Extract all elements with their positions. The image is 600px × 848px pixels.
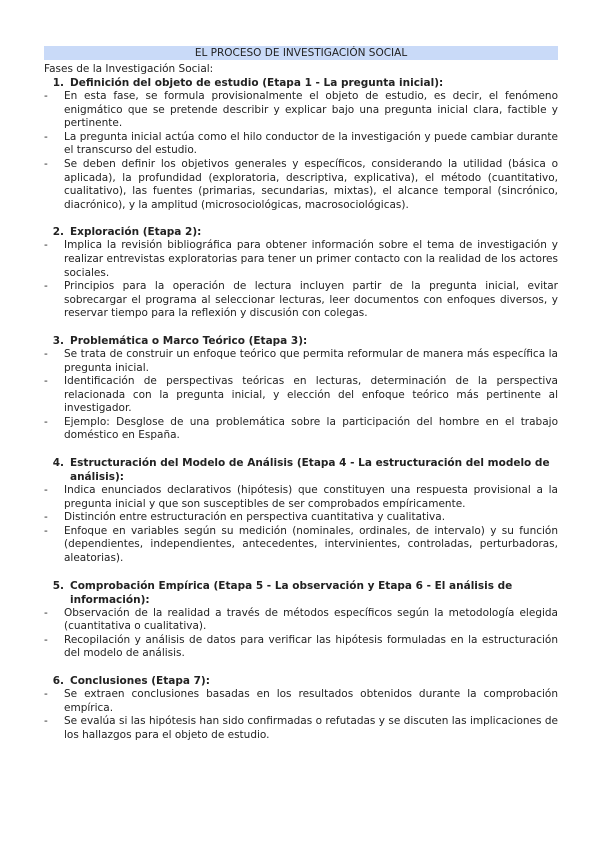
bullet-text: Recopilación y análisis de datos para verificar las hipótesis formuladas en la estructuración del modelo de análisis. [64,633,558,660]
bullet-dash: - [44,280,48,293]
section-heading-text: Estructuración del Modelo de Análisis (Etapa 4 - La estructuración del modelo de análisis): [70,457,550,484]
section-heading-text: Definición del objeto de estudio (Etapa 1 - La pregunta inicial): [70,77,444,89]
bullet-item [44,239,558,280]
bullet-item [44,375,558,416]
section-number: 1. [52,77,64,89]
bullet-dash: - [44,130,48,143]
section-number: 2. [52,226,64,239]
bullet-text: Ejemplo: Desglose de una problemática sobre la participación del hombre en el trabajo doméstico en España. [64,415,558,442]
bullet-text: Se deben definir los objetivos generales y específicos, considerando la utilidad (básica o aplicada), la profundidad (exploratoria, descriptiva, explicativa), el método (cuantitativo, cualitativo), las fuentes (primarias, secundarias, mixtas), el alcance temporal (sincrónico, diacrónico), y la amplitud (microsociológicas, macrosociológicas). [64,157,558,211]
section-heading [44,334,558,348]
section-heading-text: Exploración (Etapa 2): [70,226,202,239]
section-number: 6. [52,675,64,687]
bullet-text: Distinción entre estructuración en perspectiva cuantitativa y cualitativa. [64,511,446,524]
bullet-dash: - [44,633,48,646]
bullet-dash: - [44,157,48,170]
bullet-dash: - [44,715,48,728]
bullet-item [44,90,558,131]
document-title: EL PROCESO DE INVESTIGACIÓN SOCIAL [44,46,558,60]
bullet-dash: - [44,606,48,619]
section-5 [44,579,558,661]
bullet-list [44,484,558,566]
bullet-item [44,607,558,634]
section-2 [44,225,558,321]
bullet-text: Se evalúa si las hipótesis han sido confirmadas o refutadas y se discuten las implicaciones de los hallazgos para el objeto de estudio. [64,715,558,741]
sections-list [44,76,558,742]
section-1 [44,76,558,212]
bullet-item [44,715,558,742]
bullet-item [44,158,558,212]
section-heading [44,456,558,484]
bullet-list [44,348,558,443]
bullet-text: Se trata de construir un enfoque teórico que permita reformular de manera más específica la pregunta inicial. [64,347,558,374]
bullet-list [44,90,558,212]
bullet-item [44,348,558,375]
bullet-text: Principios para la operación de lectura incluyen partir de la pregunta inicial, evitar sobrecargar el programa al seleccionar lecturas, leer documentos con enfoques diversos, y reservar tiempo para la reflexión y discusión con colegas. [64,280,558,320]
bullet-dash: - [44,90,48,102]
bullet-text: Indica enunciados declarativos (hipótesis) que constituyen una respuesta provisional a la pregunta inicial y que son susceptibles de ser comprobados empíricamente. [64,484,558,510]
section-number: 3. [52,334,64,347]
section-heading [44,674,558,688]
section-number: 5. [52,579,64,592]
bullet-text: Enfoque en variables según su medición (nominales, ordinales, de intervalo) y su función (dependientes, independientes, antecedentes, intervinientes, controladas, perturbadoras, aleatorias). [64,524,558,565]
bullet-item [44,688,558,715]
section-4 [44,456,558,566]
bullet-item [44,280,558,321]
section-number: 4. [52,457,64,470]
bullet-dash: - [44,688,48,700]
bullet-dash: - [44,511,48,524]
bullet-item [44,525,558,566]
section-heading [44,579,558,607]
section-heading-text: Problemática o Marco Teórico (Etapa 3): [70,334,308,347]
bullet-text: Implica la revisión bibliográfica para obtener información sobre el tema de investigación y realizar entrevistas exploratorias para tener un primer contacto con la realidad de los actores sociales. [64,239,558,279]
bullet-dash: - [44,524,48,537]
section-heading-text: Conclusiones (Etapa 7): [70,675,210,687]
section-heading-text: Comprobación Empírica (Etapa 5 - La observación y Etapa 6 - El análisis de información): [70,579,513,606]
bullet-list [44,688,558,742]
bullet-item [44,416,558,443]
bullet-item [44,131,558,158]
section-heading [44,76,558,90]
section-3 [44,334,558,443]
bullet-dash: - [44,347,48,360]
bullet-dash: - [44,375,48,388]
bullet-text: La pregunta inicial actúa como el hilo conductor de la investigación y puede cambiar durante el transcurso del estudio. [64,130,558,157]
bullet-text: Observación de la realidad a través de métodos específicos según la metodología elegida (cuantitativa o cualitativa). [64,606,558,633]
bullet-dash: - [44,415,48,428]
bullet-text: Identificación de perspectivas teóricas en lecturas, determinación de la perspectiva relacionada con la pregunta inicial, y elección del enfoque teórico más pertinente al investigador. [64,375,558,415]
bullet-dash: - [44,484,48,497]
bullet-list [44,239,558,321]
bullet-text: En esta fase, se formula provisionalmente el objeto de estudio, es decir, el fenómeno enigmático que se pretende describir y explicar bajo una pregunta inicial clara, factible y pertinente. [64,90,558,130]
intro-text: Fases de la Investigación Social: [44,63,214,75]
bullet-dash: - [44,239,48,252]
section-6 [44,674,558,742]
bullet-item [44,511,558,525]
bullet-item [44,484,558,511]
bullet-list [44,607,558,661]
bullet-item [44,634,558,661]
document-page [44,46,558,755]
bullet-text: Se extraen conclusiones basadas en los resultados obtenidos durante la comprobación empírica. [64,688,558,714]
section-heading [44,225,558,239]
